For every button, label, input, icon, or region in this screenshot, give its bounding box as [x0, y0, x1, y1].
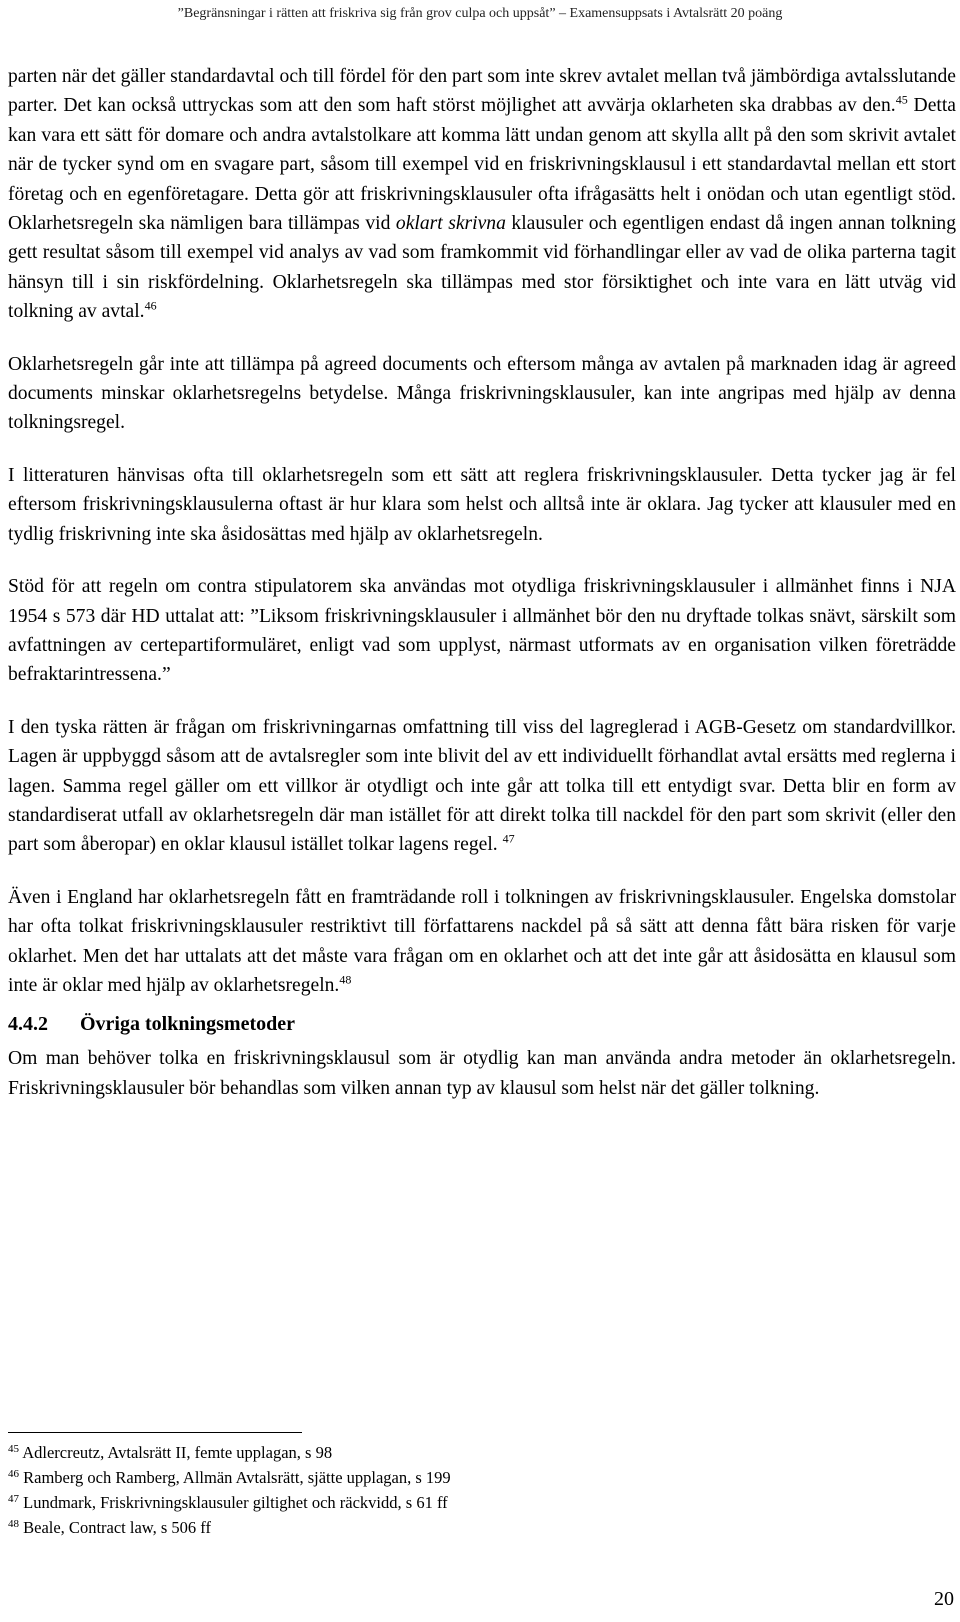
- section-heading: [8, 1010, 956, 1038]
- paragraph-text: Även i England har oklarhetsregeln fått en framträdande roll i tolkningen av friskrivningsklausuler. Engelska domstolar har ofta tolkat friskrivningsklausuler restriktivt till författarens nackdel på så sätt att denna fått bära risken för varje oklarhet. Men det har uttalats att det måste vara frågan om en oklarhet och att det inte går att åsidosätta en klausul som inte är oklar med hjälp av oklarhetsregeln.: [8, 886, 956, 996]
- paragraph-text: Stöd för att regeln om contra stipulatorem ska användas mot otydliga friskrivningsklausuler i allmänhet finns i NJA 1954 s 573 där HD uttalat att: ”Liksom friskrivningsklausuler i allmänhet bör den nu dryftade tolkas snävt, särskilt som avfattningen av certepartiformuläret, enligt vad som upplyst, närmast utformats av en organisation vilken företrädde befraktarintressena.”: [8, 576, 956, 686]
- page-number: 20: [934, 1588, 954, 1610]
- paragraph-text: I litteraturen hänvisas ofta till oklarhetsregeln som ett sätt att reglera friskrivningsklausuler. Detta tycker jag är fel eftersom friskrivningsklausulerna oftast är hur klara som helst och alltså inte är oklara. Jag tycker att klausuler med en tydlig friskrivning inte ska åsidosättas med hjälp av oklarhetsregeln.: [8, 464, 956, 545]
- paragraph-text: parten när det gäller standardavtal och till fördel för den part som inte skrev avtalet mellan två jämbördiga avtalsslutande parter. Det kan också uttryckas som att den som haft störst möjlighet att avvärja oklarheten ska drabbas av den.: [8, 66, 956, 117]
- footnote-text: Adlercreutz, Avtalsrätt II, femte upplagan, s 98: [19, 1443, 333, 1462]
- footnotes: [8, 1440, 908, 1540]
- footnote-text: Ramberg och Ramberg, Allmän Avtalsrätt, sjätte upplagan, s 199: [19, 1468, 451, 1487]
- paragraph-text: Detta kan vara ett sätt för domare och andra avtalstolkare att komma lätt undan genom att skylla allt på den som skrivit avtalet när de tycker synd om en svagare part, såsom till exempel vid en friskrivningsklausul i ett standardavtal mellan ett stort företag och en egenföretagare. Detta gör att friskrivningsklausuler ofta ifrågasätts helt i onödan och utan egentligt stöd. Oklarhetsregeln ska nämligen bara tillämpas vid: [8, 95, 956, 235]
- paragraph-agreed-documents: [8, 350, 956, 438]
- running-header: ”Begränsningar i rätten att friskriva sig från grov culpa och uppsåt” – Examensuppsats i Avtalsrätt 20 poäng: [177, 6, 783, 21]
- emphasis-text: oklart skrivna: [395, 213, 506, 235]
- section-title: Övriga tolkningsmetoder: [80, 1013, 295, 1036]
- paragraph-text: Oklarhetsregeln går inte att tillämpa på agreed documents och eftersom många av avtalen på marknaden idag är agreed documents minskar oklarhetsregelns betydelse. Många friskrivningsklausuler, kan inte angripas med hjälp av denna tolkningsregel.: [8, 353, 956, 434]
- footnote-46: [8, 1465, 908, 1490]
- footnote-ref-45[interactable]: 45: [895, 92, 908, 107]
- footnote-text: Lundmark, Friskrivningsklausuler giltighet och räckvidd, s 61 ff: [19, 1493, 448, 1512]
- paragraph-litteraturen: [8, 461, 956, 549]
- paragraph-text: I den tyska rätten är frågan om friskrivningarnas omfattning till viss del lagreglerad i AGB-Gesetz om standardvillkor. Lagen är uppbyggd såsom att de avtalsregler som inte blivit del av ett individuellt förhandlat avtal ersätts med reglerna i lagen. Samma regel gäller om ett villkor är otydligt och inte går att tolka till ett entydigt svar. Detta blir en form av standardiserat utfall av oklarhetsregeln där man istället för att direkt tolka till nackdel för den part som skrivit (eller den part som åberopar) en oklar klausul istället tolkar lagens regel.: [8, 716, 956, 856]
- paragraph-oklarhetsregeln-intro: [8, 62, 956, 327]
- footnote-48: [8, 1515, 908, 1540]
- paragraph-england: [8, 883, 956, 1001]
- footnote-ref-46[interactable]: 46: [144, 298, 157, 313]
- footnote-ref-47[interactable]: 47: [502, 831, 515, 846]
- paragraph-text: Om man behöver tolka en friskrivningsklausul som är otydlig kan man använda andra metoder än oklarhetsregeln. Friskrivningsklausuler bör behandlas som vilken annan typ av klausul som helst när det gäller tolkning.: [8, 1048, 956, 1099]
- footnote-separator: [8, 1432, 302, 1433]
- paragraph-tyska-ratten: [8, 713, 956, 860]
- footnote-47: [8, 1490, 908, 1515]
- footnote-number: 47: [8, 1493, 19, 1505]
- footnote-number: 48: [8, 1518, 19, 1530]
- footnote-45: [8, 1440, 908, 1465]
- footnote-number: 46: [8, 1468, 19, 1480]
- paragraph-text: klausuler och egentligen endast då ingen annan tolkning gett resultat såsom till exempel vid analys av vad som framkommit vid förhandlingar eller av vad de olika parterna tagit hänsyn till i sin riskfördelning. Oklarhetsregeln ska tillämpas med stor försiktighet och inte vara en lätt utväg vid tolkning av avtal.: [8, 213, 956, 323]
- footnote-ref-48[interactable]: 48: [339, 972, 352, 987]
- paragraph-contra-stipulatorem: [8, 572, 956, 690]
- paragraph-ovriga-tolkningsmetoder: [8, 1044, 956, 1103]
- footnote-text: Beale, Contract law, s 506 ff: [19, 1518, 211, 1537]
- page-body: [8, 62, 956, 1103]
- section-number: 4.4.2: [8, 1013, 48, 1036]
- footnote-number: 45: [8, 1443, 19, 1455]
